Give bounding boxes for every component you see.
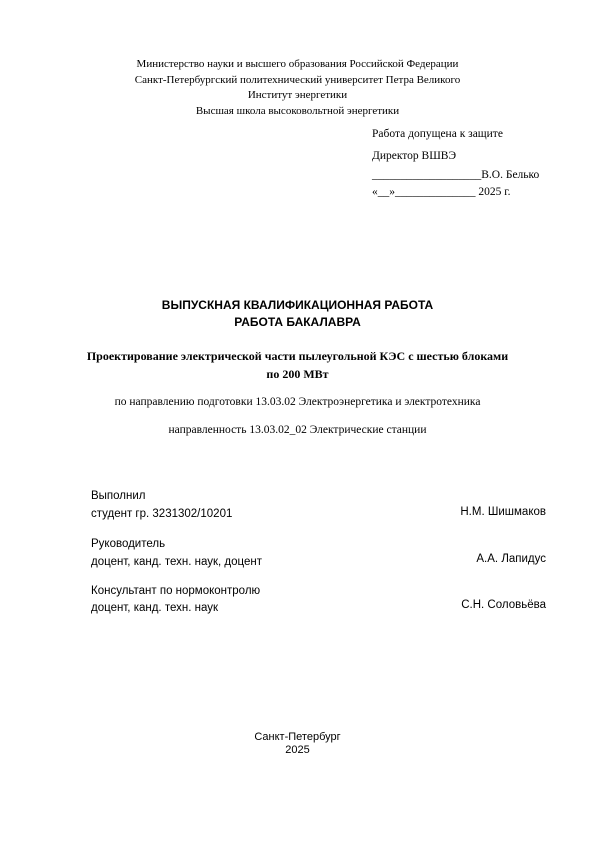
signature-name-consultant: С.Н. Соловьёва (461, 599, 546, 611)
approval-admitted: Работа допущена к защите (372, 128, 503, 140)
signature-role-supervisor: Руководитель (91, 538, 166, 550)
university-line: Санкт-Петербургский политехнический университет Петра Великого (134, 73, 461, 86)
signature-role-author: Выполнил (91, 490, 146, 502)
approval-position: Директор ВШВЭ (372, 150, 457, 162)
work-title-line2: РАБОТА БАКАЛАВРА (234, 315, 361, 329)
signature-name-author: Н.М. Шишмаков (460, 506, 546, 518)
work-title-line1: ВЫПУСКНАЯ КВАЛИФИКАЦИОННАЯ РАБОТА (161, 298, 434, 312)
footer-city: Санкт-Петербург (254, 731, 341, 743)
signature-role-consultant: Консультант по нормоконтролю (91, 585, 261, 597)
signature-detail-consultant: доцент, канд. техн. наук (91, 602, 218, 614)
signature-detail-author: студент гр. 3231302/10201 (91, 508, 233, 520)
approval-date-line: «__»______________ 2025 г. (372, 186, 511, 198)
signature-detail-supervisor: доцент, канд. техн. наук, доцент (91, 556, 262, 568)
ministry-header (0, 57, 595, 119)
study-orientation: направленность 13.03.02_02 Электрические станции (168, 424, 427, 436)
footer-year: 2025 (285, 744, 310, 756)
signature-name-supervisor: А.А. Лапидус (476, 553, 546, 565)
study-direction: по направлению подготовки 13.03.02 Электроэнергетика и электротехника (114, 396, 481, 408)
work-title (0, 297, 595, 331)
school-line: Высшая школа высоковольтной энергетики (195, 104, 400, 117)
approval-signature-line: ___________________В.О. Белько (372, 169, 540, 181)
thesis-topic: Проектирование электрической части пылеугольной КЭС с шестью блоками по 200 МВт (86, 349, 509, 381)
institute-line: Институт энергетики (247, 89, 348, 101)
ministry-line: Министерство науки и высшего образования Российской Федерации (136, 58, 459, 70)
